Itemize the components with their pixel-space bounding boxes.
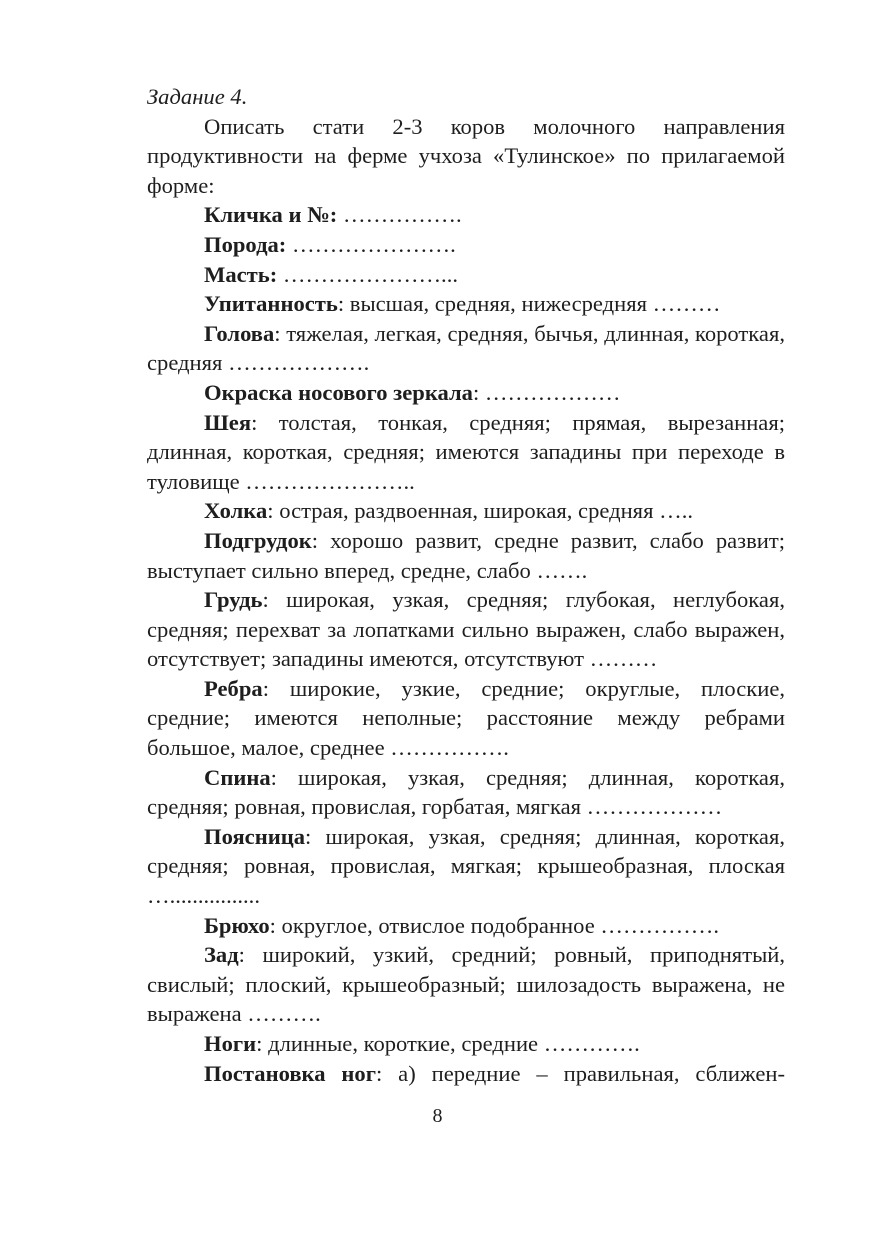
field-rump: [147, 940, 785, 1029]
field-text: : высшая, средняя, нижесредняя ………: [337, 291, 721, 317]
field-ribs: [147, 674, 785, 763]
field-name-number: [147, 200, 785, 230]
field-back: [147, 763, 785, 822]
field-text: : широкая, узкая, средняя; глубокая, неглубокая, средняя; перехват за лопатками сильно выражен, слабо выражен, отсутствует; западины имеются, отсутствуют ………: [147, 587, 785, 672]
field-text: : длинные, короткие, средние ………….: [256, 1031, 640, 1056]
field-text: ………………….: [286, 231, 456, 257]
field-text: : а) передние – правильная, сближен-: [375, 1060, 785, 1086]
intro-paragraph: Описать стати 2-3 коров молочного направления продуктивности на ферме учхоза «Тулинское» по прилагаемой форме:: [147, 113, 785, 198]
field-belly: [147, 911, 785, 941]
field-breed: [147, 230, 785, 260]
field-label: Ребра: [204, 675, 263, 701]
field-legs: [147, 1029, 785, 1059]
field-text: : хорошо развит, средне развит, слабо развит; выступает сильно вперед, средне, слабо …….: [147, 527, 785, 583]
field-label: Ноги: [204, 1031, 257, 1056]
field-chest: [147, 585, 785, 674]
field-label: Масть:: [204, 261, 278, 287]
page-number: 8: [432, 1105, 443, 1127]
field-text: : округлое, отвислое подобранное …………….: [269, 912, 719, 938]
field-text: : широкий, узкий, средний; ровный, приподнятый, свислый; плоский, крышеобразный; шилозадость выражена, не выражена ……….: [147, 942, 785, 1027]
field-text: : широкие, узкие, средние; округлые, плоские, средние; имеются неполные; расстояние между ребрами большое, малое, среднее …………….: [147, 675, 785, 761]
field-label: Холка: [204, 498, 268, 524]
field-label: Спина: [204, 764, 271, 790]
field-label: Брюхо: [204, 912, 270, 938]
field-label: Шея: [204, 409, 252, 435]
field-text: : толстая, тонкая, средняя; прямая, вырезанная; длинная, короткая, средняя; имеются западины при переходе в туловище …………………..: [147, 409, 785, 494]
field-label: Кличка и №:: [204, 202, 338, 228]
field-label: Постановка ног: [204, 1060, 376, 1086]
field-withers: [147, 496, 785, 526]
field-label: Окраска носового зеркала: [204, 379, 473, 405]
field-text: : широкая, узкая, средняя; длинная, короткая, средняя; ровная, провислая, мягкая; крышеобразная, плоская …................: [147, 823, 785, 909]
field-label: Поясница: [204, 823, 306, 849]
field-leg-set: [147, 1059, 785, 1089]
field-label: Подгрудок: [204, 527, 312, 553]
field-text: : широкая, узкая, средняя; длинная, короткая, средняя; ровная, провислая, горбатая, мягкая ………………: [147, 764, 785, 820]
field-label: Упитанность: [204, 291, 338, 317]
field-head: [147, 319, 785, 378]
field-text: : тяжелая, легкая, средняя, бычья, длинная, короткая, средняя ……………….: [147, 320, 785, 376]
field-color: [147, 260, 785, 290]
field-label: Грудь: [204, 587, 263, 613]
field-loin: [147, 822, 785, 911]
field-condition: [147, 289, 785, 319]
body-text: [147, 82, 785, 1088]
task-heading: Задание 4.: [147, 84, 248, 109]
field-text: : ………………: [472, 379, 621, 405]
field-text: …………………...: [277, 261, 458, 287]
field-text: …………….: [337, 202, 462, 228]
field-dewlap: [147, 526, 785, 585]
field-text: : острая, раздвоенная, широкая, средняя …..: [267, 498, 694, 524]
field-neck: [147, 408, 785, 497]
field-label: Зад: [204, 942, 239, 968]
field-label: Голова: [204, 320, 275, 346]
field-label: Порода:: [204, 231, 287, 257]
field-nose-color: [147, 378, 785, 408]
